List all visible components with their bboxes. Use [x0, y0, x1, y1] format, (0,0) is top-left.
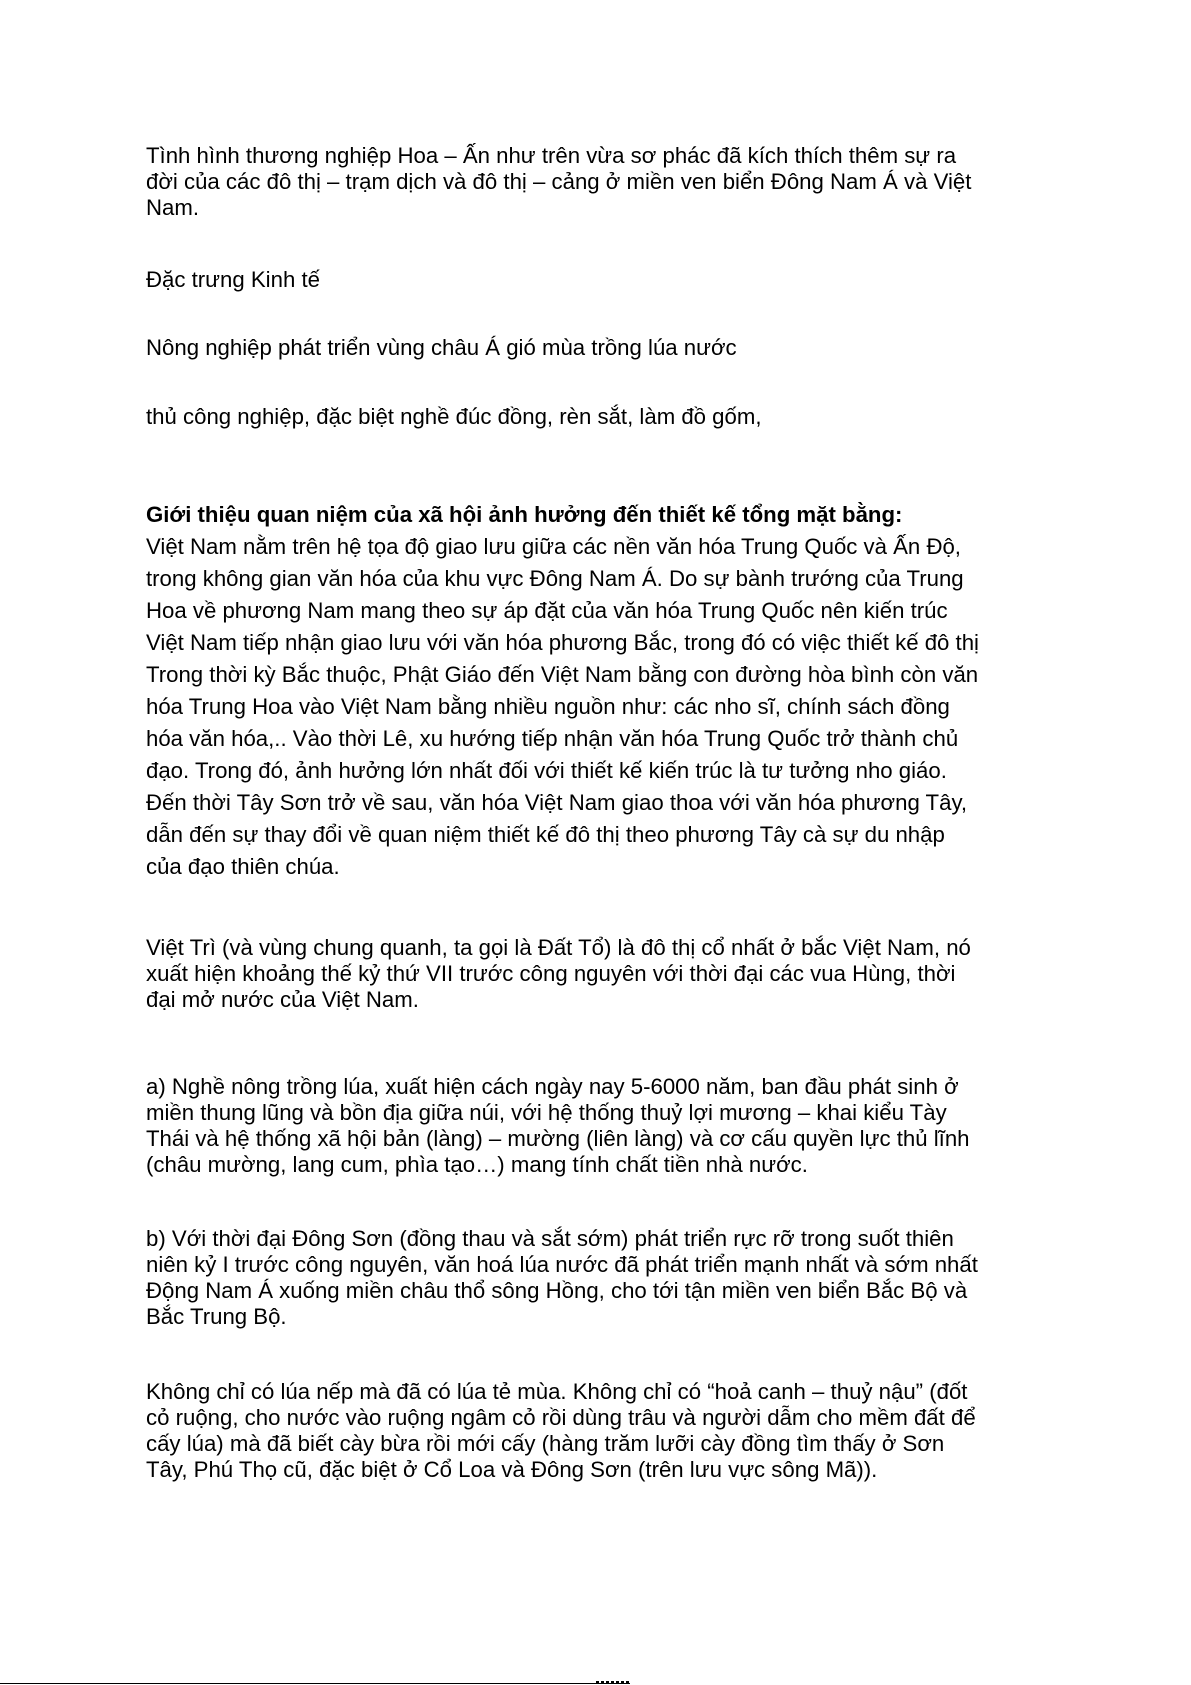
- paragraph-dong-son: b) Với thời đại Đông Sơn (đồng thau và sắt sớm) phát triển rực rỡ trong suốt thiên niên kỷ I trước công nguyên, văn hoá lúa nước đã phát triển mạnh nhất và sớm nhất Động Nam Á xuống miền châu thổ sông Hồng, cho tới tận miền ven biển Bắc Bộ và Bắc Trung Bộ.: [146, 1226, 978, 1329]
- paragraph-agriculture: Nông nghiệp phát triển vùng châu Á gió mùa trồng lúa nước: [146, 335, 737, 360]
- paragraph-trade-cities: Tình hình thương nghiệp Hoa – Ấn như trên vừa sơ phác đã kích thích thêm sự ra đời của các đô thị – trạm dịch và đô thị – cảng ở miền ven biển Đông Nam Á và Việt Nam.: [146, 143, 972, 220]
- footer-mark: [596, 1681, 630, 1684]
- section-heading: Giới thiệu quan niệm của xã hội ảnh hưởng đến thiết kế tổng mặt bằng:: [146, 502, 903, 527]
- paragraph-rice-farming: a) Nghề nông trồng lúa, xuất hiện cách ngày nay 5-6000 năm, ban đầu phát sinh ở miền thung lũng và bồn địa giữa núi, với hệ thống thuỷ lợi mương – khai kiểu Tày Thái và hệ thống xã hội bản (làng) – mường (liên làng) và cơ cấu quyền lực thủ lĩnh (châu mường, lang cum, phìa tạo…) mang tính chất tiền nhà nước.: [146, 1074, 970, 1177]
- paragraph-handicraft: thủ công nghiệp, đặc biệt nghề đúc đồng, rèn sắt, làm đồ gốm,: [146, 404, 762, 429]
- footer-divider: [0, 1683, 630, 1684]
- paragraph-cultural-influence: Việt Nam nằm trên hệ tọa độ giao lưu giữa các nền văn hóa Trung Quốc và Ấn Độ, trong không gian văn hóa của khu vực Đông Nam Á. Do sự bành trướng của Trung Hoa về phương Nam mang theo sự áp đặt của văn hóa Trung Quốc nên kiến trúc Việt Nam tiếp nhận giao lưu với văn hóa phương Bắc, trong đó có việc thiết kế đô thị Trong thời kỳ Bắc thuộc, Phật Giáo đến Việt Nam bằng con đường hòa bình còn văn hóa Trung Hoa vào Việt Nam bằng nhiều nguồn như: các nho sĩ, chính sách đồng hóa văn hóa,.. Vào thời Lê, xu hướng tiếp nhận văn hóa Trung Quốc trở thành chủ đạo. Trong đó, ảnh hưởng lớn nhất đối với thiết kế kiến trúc là tư tưởng nho giáo. Đến thời Tây Sơn trở về sau, văn hóa Việt Nam giao thoa với văn hóa phương Tây, dẫn đến sự thay đổi về quan niệm thiết kế đô thị theo phương Tây cà sự du nhập của đạo thiên chúa.: [146, 534, 979, 879]
- paragraph-viet-tri: Việt Trì (và vùng chung quanh, ta gọi là Đất Tổ) là đô thị cổ nhất ở bắc Việt Nam, nó xuất hiện khoảng thế kỷ thứ VII trước công nguyên với thời đại các vua Hùng, thời đại mở nước của Việt Nam.: [146, 935, 971, 1012]
- paragraph-economy-title: Đặc trưng Kinh tế: [146, 267, 320, 292]
- paragraph-rice-varieties: Không chỉ có lúa nếp mà đã có lúa tẻ mùa. Không chỉ có “hoả canh – thuỷ nậu” (đốt cỏ ruộng, cho nước vào ruộng ngâm cỏ rồi dùng trâu và người dẫm cho mềm đất để cấy lúa) mà đã biết cày bừa rồi mới cấy (hàng trăm lưỡi cày đồng tìm thấy ở Sơn Tây, Phú Thọ cũ, đặc biệt ở Cổ Loa và Đông Sơn (trên lưu vực sông Mã)).: [146, 1379, 976, 1482]
